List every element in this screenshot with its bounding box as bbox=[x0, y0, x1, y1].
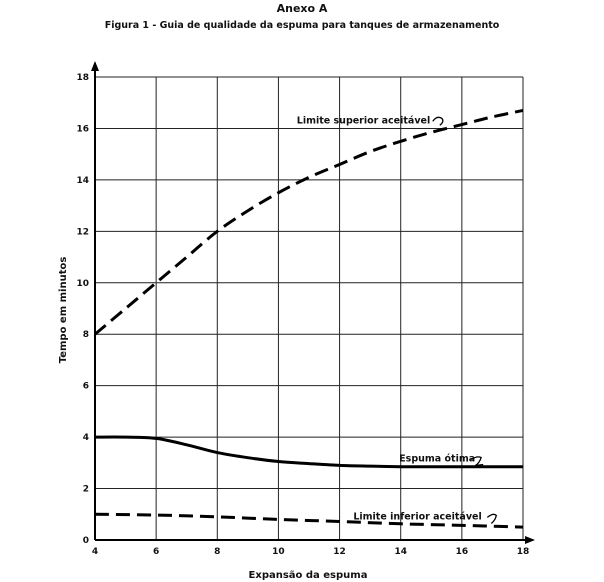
upper-limit-leader bbox=[433, 117, 443, 125]
x-axis-label: Expansão da espuma bbox=[248, 570, 368, 581]
x-tick-label: 8 bbox=[214, 547, 221, 557]
lower-limit-leader bbox=[487, 514, 496, 523]
optimal-foam-label: Espuma ótima bbox=[399, 453, 476, 465]
annotations bbox=[297, 115, 497, 523]
x-axis-arrow bbox=[525, 536, 535, 544]
upper-limit-line bbox=[95, 110, 523, 334]
x-tick-label: 6 bbox=[153, 547, 160, 557]
grid bbox=[95, 77, 523, 540]
series-lines bbox=[95, 110, 523, 527]
y-tick-label: 16 bbox=[76, 124, 89, 135]
x-tick-label: 18 bbox=[516, 547, 530, 557]
figure-title: Figura 1 - Guia de qualidade da espuma para tanques de armazenamento bbox=[104, 20, 500, 31]
y-tick-label: 12 bbox=[76, 227, 89, 238]
y-tick-label: 14 bbox=[76, 175, 89, 186]
x-tick-label: 16 bbox=[455, 547, 469, 557]
lower-limit-label: Limite inferior aceitável bbox=[353, 511, 482, 523]
y-tick-label: 6 bbox=[82, 381, 89, 392]
y-tick-label: 10 bbox=[76, 278, 89, 289]
y-axis-arrow bbox=[91, 61, 99, 71]
x-tick-label: 10 bbox=[272, 547, 285, 557]
y-tick-label: 2 bbox=[82, 484, 89, 495]
axes bbox=[91, 61, 535, 544]
annex-title: Anexo A bbox=[276, 2, 328, 15]
x-tick-label: 12 bbox=[333, 547, 346, 557]
y-axis-label: Tempo em minutos bbox=[58, 256, 69, 364]
x-tick-label: 4 bbox=[91, 547, 99, 557]
y-tick-label: 8 bbox=[82, 330, 89, 341]
y-tick-label: 4 bbox=[82, 433, 89, 444]
y-tick-label: 18 bbox=[76, 73, 89, 83]
x-tick-label: 14 bbox=[394, 547, 407, 557]
upper-limit-label: Limite superior aceitável bbox=[296, 115, 431, 127]
y-tick-label: 0 bbox=[82, 536, 89, 546]
tick-labels bbox=[76, 73, 529, 557]
